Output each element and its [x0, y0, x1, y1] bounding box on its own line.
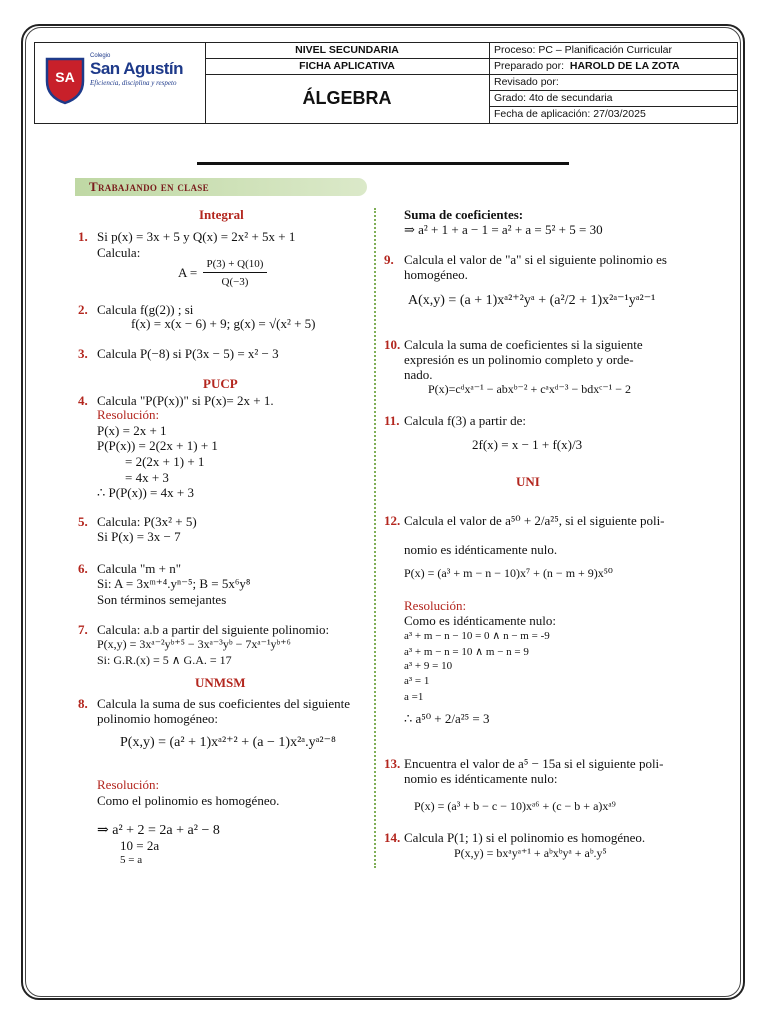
prepared-by-cell	[490, 59, 737, 75]
problem-8-statement-cont: polinomio homogéneo:	[97, 711, 218, 726]
problem-12-formula: P(x) = (a³ + m − n − 10)x⁷ + (n − m + 9)x⁵⁰	[404, 566, 613, 580]
sum-coefficients-title: Suma de coeficientes:	[404, 207, 524, 222]
problem-1-instruction: Calcula:	[97, 245, 141, 260]
problem-12-number: 12.	[384, 513, 401, 528]
problem-12-step-4: a³ + 9 = 10	[404, 660, 453, 672]
problem-8-step-3: 10 = 2a	[120, 838, 160, 853]
problem-7-number: 7.	[78, 622, 88, 637]
banner-text: Trabajando en clase	[89, 179, 209, 194]
header-middle	[205, 43, 490, 123]
problem-8-step-2: ⇒ a² + 2 = 2a + a² − 8	[97, 823, 220, 838]
problem-5-condition: Si P(x) = 3x − 7	[97, 529, 181, 544]
problem-1-formula-left: A =	[178, 265, 198, 280]
problem-13-number: 13.	[384, 756, 401, 771]
problem-1-statement: Si p(x) = 3x + 5 y Q(x) = 2x² + 5x + 1	[97, 229, 296, 244]
section-integral: Integral	[199, 207, 244, 222]
problem-6-statement: Calcula "m + n"	[97, 561, 182, 576]
problem-12-step-6: a =1	[404, 691, 424, 703]
problem-10-statement: Calcula la suma de coeficientes si la siguiente	[404, 337, 643, 352]
problem-10-number: 10.	[384, 337, 401, 352]
section-uni: UNI	[516, 474, 540, 489]
problem-1-number: 1.	[78, 229, 88, 244]
problem-9-number: 9.	[384, 252, 394, 267]
problem-8-formula: P(x,y) = (a² + 1)xᵃ²⁺² + (a − 1)x²ᵃ.yᵃ²⁻⁸	[120, 735, 336, 750]
problem-12-step-1: Como es idénticamente nulo:	[404, 613, 556, 628]
problem-8-statement: Calcula la suma de sus coeficientes del siguiente	[97, 696, 351, 711]
problem-10-formula: P(x)=cᵈxᵃ⁻¹ − abxᵇ⁻² + cᵃxᵈ⁻³ − bdxᶜ⁻¹ − 2	[428, 382, 632, 396]
problem-11-formula: 2f(x) = x − 1 + f(x)/3	[472, 437, 583, 452]
problem-11-statement: Calcula f(3) a partir de:	[404, 413, 526, 428]
problem-12-step-5: a³ = 1	[404, 675, 430, 687]
problem-12-result: ∴ a⁵⁰ + 2/a²⁵ = 3	[404, 711, 490, 726]
level-cell: NIVEL SECUNDARIA	[205, 43, 489, 59]
problem-2-number: 2.	[78, 302, 88, 317]
problem-12-step-3: a³ + m − n = 10 ∧ m − n = 9	[404, 646, 529, 658]
school-logo-cell	[35, 43, 206, 123]
problem-4-statement: Calcula "P(P(x))" si P(x)= 2x + 1.	[97, 393, 274, 408]
prepared-by-name: HAROLD DE LA ZOTA	[569, 60, 680, 72]
problem-4-step-1: P(x) = 2x + 1	[97, 423, 167, 438]
problem-12-statement: Calcula el valor de a⁵⁰ + 2/a²⁵, si el siguiente poli-	[404, 513, 665, 528]
sheet-type-cell: FICHA APLICATIVA	[205, 59, 489, 75]
problem-5-number: 5.	[78, 514, 88, 529]
problem-2-definition: f(x) = x(x − 6) + 9; g(x) = √(x² + 5)	[131, 316, 316, 331]
column-divider	[374, 208, 376, 868]
problem-13-statement: Encuentra el valor de a⁵ − 15a si el siguiente poli-	[404, 756, 664, 771]
problem-14-statement: Calcula P(1; 1) si el polinomio es homogéneo.	[404, 830, 646, 845]
prepared-by-label: Preparado por:	[494, 60, 565, 72]
problem-8-step-1: Como el polinomio es homogéneo.	[97, 793, 280, 808]
school-small-label: Colegio	[90, 53, 111, 59]
problem-13-statement-cont: nomio es idénticamente nulo:	[404, 771, 558, 786]
problem-4-step-4: = 4x + 3	[125, 470, 169, 485]
school-motto: Eficiencia, disciplina y respeto	[90, 79, 177, 87]
problem-4-resolution-label: Resolución:	[97, 407, 160, 422]
grade-cell: Grado: 4to de secundaria	[490, 91, 737, 107]
header-table	[34, 42, 738, 124]
problem-1-denominator: Q(−3)	[221, 276, 249, 288]
reviewed-by-cell: Revisado por:	[490, 75, 737, 91]
problem-9-statement: Calcula el valor de "a" si el siguiente polinomio es	[404, 252, 667, 267]
section-pucp: PUCP	[203, 376, 238, 391]
problem-4-step-3: = 2(2x + 1) + 1	[125, 454, 205, 469]
school-name: San Agustín	[90, 59, 184, 78]
process-cell: Proceso: PC – Planificación Curricular	[490, 43, 737, 59]
problem-6-terms: Si: A = 3xᵐ⁺⁴.yⁿ⁻⁵; B = 5x⁶y⁸	[97, 576, 251, 591]
svg-text:SA: SA	[55, 69, 75, 85]
problem-10-statement-end: nado.	[404, 367, 433, 382]
problem-6-number: 6.	[78, 561, 88, 576]
problem-3-statement: Calcula P(−8) si P(3x − 5) = x² − 3	[97, 346, 279, 361]
problem-12-resolution-label: Resolución:	[404, 598, 467, 613]
problem-9-formula: A(x,y) = (a + 1)xᵃ²⁺²yᵃ + (a²/2 + 1)x²ᵃ⁻¹yᵃ²⁻¹	[408, 293, 656, 308]
problem-7-statement: Calcula: a.b a partir del siguiente polinomio:	[97, 622, 330, 637]
shield-icon	[45, 55, 85, 105]
problem-4-step-2: P(P(x)) = 2(2x + 1) + 1	[97, 438, 218, 453]
problem-8-resolution-label: Resolución:	[97, 777, 160, 792]
section-banner	[75, 178, 367, 196]
problem-14-formula: P(x,y) = bxᵃyᵃ⁺¹ + aᵇxᵇyᵃ + aᵇ.y⁵	[454, 846, 607, 860]
problem-11-number: 11.	[384, 413, 400, 428]
problem-2-statement: Calcula f(g(2)) ; si	[97, 302, 194, 317]
section-unmsm: UNMSM	[195, 675, 246, 690]
date-cell: Fecha de aplicación: 27/03/2025	[494, 108, 646, 120]
problem-12-statement-cont: nomio es idénticamente nulo.	[404, 542, 558, 557]
problem-8-step-4: 5 = a	[120, 854, 143, 866]
problem-5-statement: Calcula: P(3x² + 5)	[97, 514, 197, 529]
problem-4-number: 4.	[78, 393, 88, 408]
problem-9-statement-cont: homogéneo.	[404, 267, 468, 282]
problem-4-result: ∴ P(P(x)) = 4x + 3	[97, 485, 194, 500]
sum-coefficients-expression: ⇒ a² + 1 + a − 1 = a² + a = 5² + 5 = 30	[404, 222, 603, 237]
title-rule	[197, 162, 569, 165]
problem-14-number: 14.	[384, 830, 401, 845]
problem-8-number: 8.	[78, 696, 88, 711]
problem-1-numerator: P(3) + Q(10)	[203, 257, 267, 273]
subject-title: ÁLGEBRA	[302, 88, 392, 108]
problem-13-formula: P(x) = (a³ + b − c − 10)xᵃ⁶ + (c − b + a)xᵃ⁹	[414, 799, 616, 813]
problem-7-condition: Si: G.R.(x) = 5 ∧ G.A. = 17	[97, 653, 232, 667]
problem-6-condition: Son términos semejantes	[97, 592, 227, 607]
problem-7-polynomial: P(x,y) = 3xᵃ⁻²yᵇ⁺⁵ − 3xᵃ⁻³yᵇ − 7xᵃ⁻¹yᵇ⁺⁶	[97, 637, 291, 651]
problem-12-step-2: a³ + m − n − 10 = 0 ∧ n − m = -9	[404, 630, 550, 642]
problem-10-statement-cont: expresión es un polinomio completo y orde-	[404, 352, 634, 367]
problem-3-number: 3.	[78, 346, 88, 361]
header-right	[490, 43, 737, 123]
